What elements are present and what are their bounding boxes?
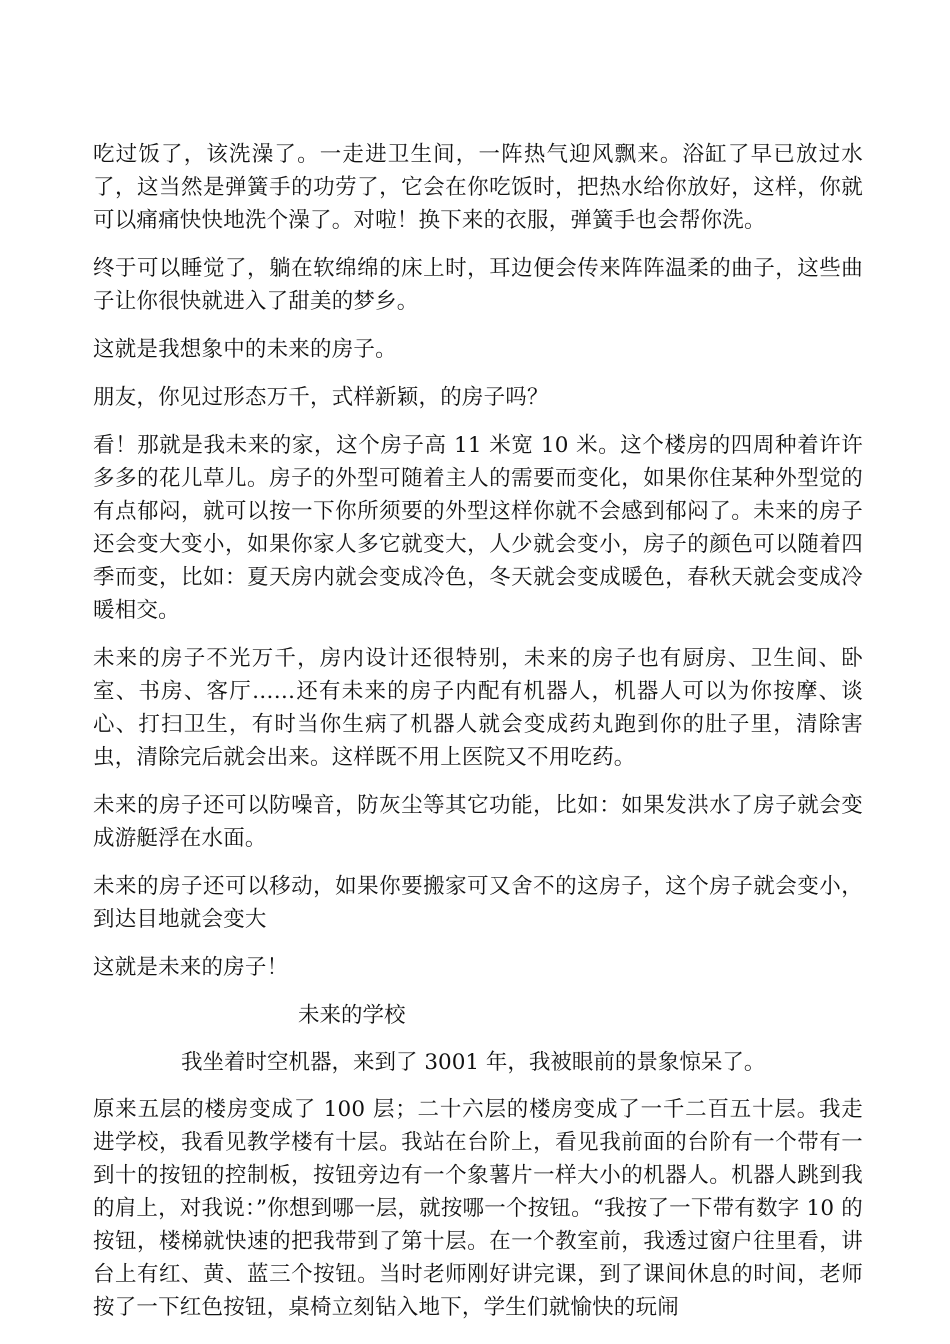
paragraph-interior-design: 未来的房子不光万千，房内设计还很特别，未来的房子也有厨房、卫生间、卧室、书房、客厅……还有未来的房子内配有机器人，机器人可以为你按摩、谈心、打扫卫生，有时当你生病了机器人就会变成药丸跑到你的肚子里，清除害虫，清除完后就会出来。这样既不用上医院又不用吃药。 (93, 646, 863, 770)
paragraph-movable-house: 未来的房子还可以移动，如果你要搬家可又舍不的这房子，这个房子就会变小，到达目地就会变大 (93, 874, 863, 932)
section-intro: 我坐着时空机器，来到了 3001 年，我被眼前的景象惊呆了。 (181, 1050, 766, 1075)
paragraph-imagined-house: 这就是我想象中的未来的房子。 (93, 337, 397, 362)
paragraph-future-home: 看！那就是我未来的家，这个房子高 11 米宽 10 米。这个楼房的四周种着许许多多的花儿草儿。房子的外型可随着主人的需要而变化，如果你住某种外型觉的有点郁闷，就可以按一下你所须要的外型这样你就不会感到郁闷了。未来的房子还会变大变小，如果你家人多它就变大，人少就会变小，房子的颜色可以随着四季而变，比如：夏天房内就会变成冷色，冬天就会变成暖色，春秋天就会变成冷暖相交。 (93, 433, 863, 623)
document-page (93, 138, 863, 1339)
section-title: 未来的学校 (298, 1003, 406, 1028)
paragraph-conclusion: 这就是未来的房子！ (93, 955, 289, 980)
paragraph-noise-proof: 未来的房子还可以防噪音，防灰尘等其它功能，比如：如果发洪水了房子就会变成游艇浮在水面。 (93, 793, 863, 851)
section-body: 原来五层的楼房变成了 100 层；二十六层的楼房变成了一千二百五十层。我走进学校，我看见教学楼有十层。我站在台阶上，看见我前面的台阶有一个带有一到十的按钮的控制板，按钮旁边有一个象薯片一样大小的机器人。机器人跳到我的肩上，对我说：”你想到哪一层，就按哪一个按钮。“我按了一下带有数字 10 的按钮，楼梯就快速的把我带到了第十层。在一个教室前，我透过窗户往里看，讲台上有红、黄、蓝三个按钮。当时老师刚好讲完课，到了课间休息的时间，老师按了一下红色按钮，桌椅立刻钻入地下，学生们就愉快的玩闹 (93, 1097, 863, 1320)
paragraph-friend-question: 朋友，你见过形态万千，式样新颖，的房子吗？ (93, 385, 549, 410)
paragraph-sleep: 终于可以睡觉了，躺在软绵绵的床上时，耳边便会传来阵阵温柔的曲子，这些曲子让你很快就进入了甜美的梦乡。 (93, 256, 863, 314)
paragraph-bath: 吃过饭了，该洗澡了。一走进卫生间，一阵热气迎风飘来。浴缸了早已放过水了，这当然是弹簧手的功劳了，它会在你吃饭时，把热水给你放好，这样，你就可以痛痛快快地洗个澡了。对啦！换下来的衣服，弹簧手也会帮你洗。 (93, 142, 863, 233)
